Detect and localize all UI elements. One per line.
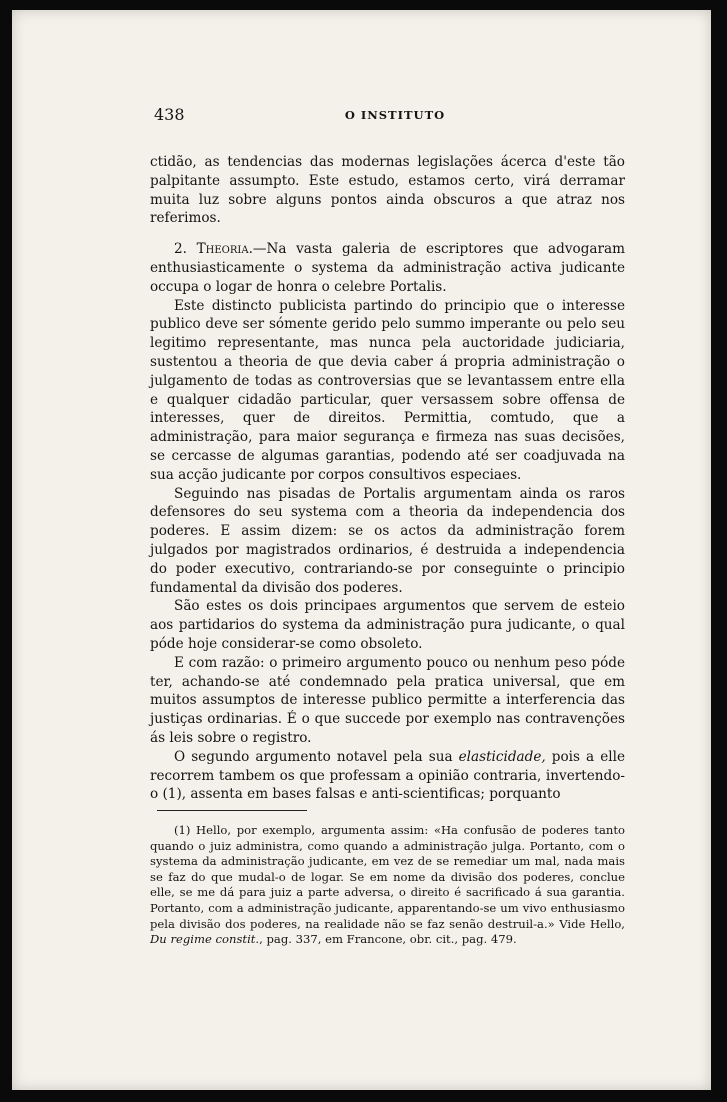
paragraph-portalis: Este distincto publicista partindo do principio que o interesse publico deve ser sómente gerido pelo summo imperante ou pelo seu legitimo representante, mas nunca pela auctoridade judiciaria, sustentou a theoria de que devia caber á propria administração o julgamento de todas as controversias que se levantassem entre ella e qualquer cidadão particular, quer versassem sobre offensa de interesses, quer de direitos. Permittia, comtudo, que a administração, para maior segurança e firmeza nas suas decisões, se cercasse de algumas garantias, podendo até ser coadjuvada na sua acção judicante por corpos consultivos especiaes. (150, 297, 625, 483)
footnote-text: (1) Hello, por exemplo, argumenta assim: «Ha confusão de poderes tanto quando o juiz administra, como quando a administração julga. Portanto, com o systema da administração judicante, em vez de se remediar um mal, nada mais se faz do que mudal-o de logar. Se em nome da divisão dos poderes, conclue elle, se me dá para juiz a parte adversa, o direito é sacrificado á sua garantia. Portanto, com a administração judicante, apparentando-se um vivo enthusiasmo pela divisão dos poderes, na realidade não se faz senão destruil-a.» Vide Hello, (150, 823, 625, 931)
footnote-text: , pag. 337, em Francone, obr. cit., pag. 479. (259, 932, 517, 947)
page-number: 438 (154, 105, 185, 124)
paragraph-theoria (150, 240, 625, 296)
footnote-title: Du regime constit. (150, 932, 260, 947)
paragraph-continuation: ctidão, as tendencias das modernas legislações ácerca d'este tão palpitante assumpto. Este estudo, estamos certo, virá derramar muita luz sobre alguns pontos ainda obscuros a que atraz nos referimos. (150, 154, 625, 227)
page-header (154, 105, 636, 129)
footnote-divider (157, 810, 307, 811)
paragraph-razao: E com razão: o primeiro argumento pouco ou nenhum peso póde ter, achando-se até condemnado pela pratica universal, que em muitos assumptos de interesse publico permitte a interferencia das justiças ordinarias. É o que succede por exemplo nas contravenções ás leis sobre o registro. (150, 654, 625, 746)
paragraph-argumentos: São estes os dois principaes argumentos que servem de esteio aos partidarios do systema da administração pura judicante, o qual póde hoje considerar-se como obsoleto. (150, 598, 625, 652)
paragraph-text: O segundo argumento notavel pela sua (174, 748, 459, 765)
paragraph-defensores: Seguindo nas pisadas de Portalis argumentam ainda os raros defensores do seu systema com a theoria da independencia dos poderes. E assim dizem: se os actos da administração forem julgados por magistrados ordinarios, é destruida a independencia do poder executivo, contrariando-se por conseguinte o principio fundamental da divisão dos poderes. (150, 485, 625, 596)
paragraph-segundo-argumento (150, 748, 625, 804)
scanned-page (12, 10, 711, 1090)
section-number: 2. (174, 241, 187, 258)
footnotes (150, 823, 625, 948)
section-title: Theoria. (196, 241, 253, 258)
emphasis-text: elasticidade, (458, 748, 546, 765)
body-text (150, 153, 625, 804)
footnote-1 (150, 823, 625, 948)
paragraph-text: pois a elle recorrem tambem os que professam a opinião contraria, invertendo-o (1), assenta em bases falsas e anti-scientificas; porquanto (150, 748, 625, 803)
paragraph-text: —Na vasta galeria de escriptores que advogaram enthusiasticamente o systema da administração activa judicante occupa o logar de honra o celebre Portalis. (150, 241, 626, 295)
running-title: O INSTITUTO (344, 108, 446, 122)
